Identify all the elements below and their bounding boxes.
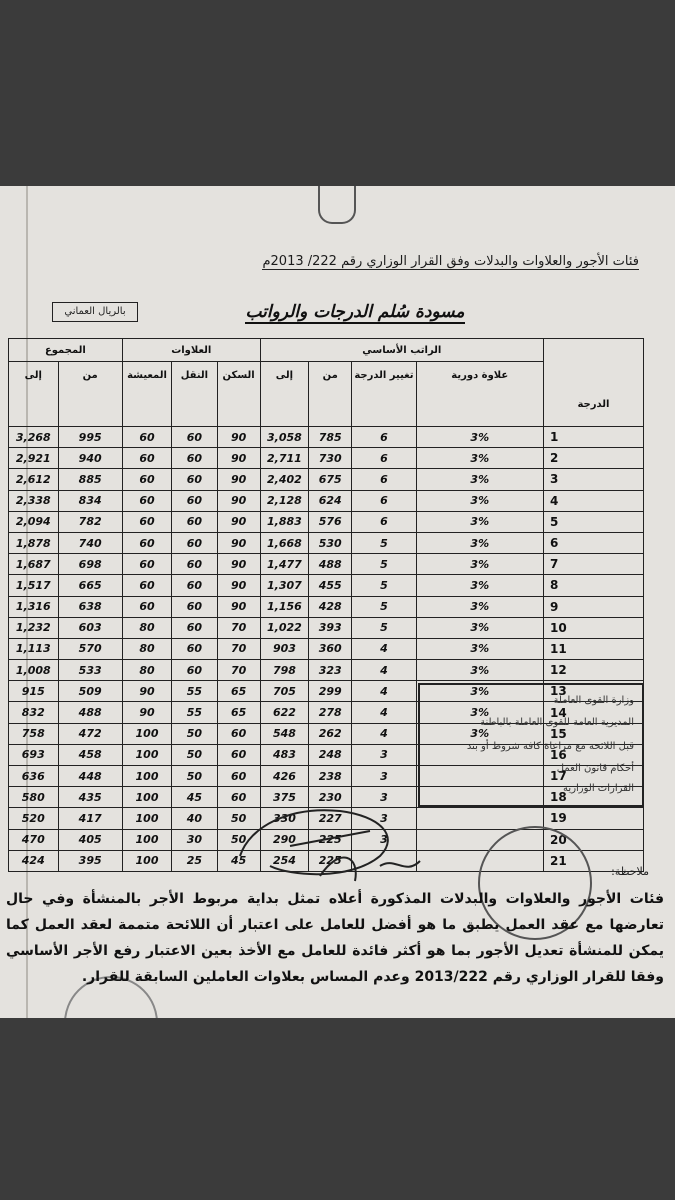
document-sheet	[0, 186, 675, 1018]
cell-to: 622	[260, 702, 308, 723]
cell-to: 1,307	[260, 575, 308, 596]
cell-grade: 19	[543, 808, 643, 829]
cell-from: 428	[309, 596, 352, 617]
cell-transport: 50	[172, 744, 217, 765]
cell-living: 100	[122, 744, 171, 765]
cell-from: 393	[309, 617, 352, 638]
cell-housing: 45	[217, 850, 260, 871]
cell-from: 675	[309, 469, 352, 490]
stamp-line: قبل اللائحة مع مراعاة كافة شروط أو بند	[466, 741, 634, 752]
cell-tfrom: 509	[58, 681, 122, 702]
cell-living: 80	[122, 660, 171, 681]
cell-grade: 11	[543, 638, 643, 659]
cell-tto: 1,232	[9, 617, 59, 638]
cell-change: 6	[352, 448, 416, 469]
cell-change: 4	[352, 702, 416, 723]
cell-to: 483	[260, 744, 308, 765]
cell-transport: 55	[172, 681, 217, 702]
cell-to: 705	[260, 681, 308, 702]
cell-from: 238	[309, 766, 352, 787]
table-row	[9, 469, 644, 490]
cell-living: 60	[122, 511, 171, 532]
cell-change: 6	[352, 490, 416, 511]
cell-grade: 5	[543, 511, 643, 532]
cell-housing: 90	[217, 532, 260, 553]
cell-living: 60	[122, 448, 171, 469]
cell-change: 3	[352, 744, 416, 765]
cell-tfrom: 448	[58, 766, 122, 787]
cell-from: 455	[309, 575, 352, 596]
cell-housing: 90	[217, 554, 260, 575]
cell-inc: 3%	[416, 490, 543, 511]
cell-grade: 20	[543, 829, 643, 850]
cell-from: 278	[309, 702, 352, 723]
cell-inc: 3%	[416, 702, 543, 723]
cell-transport: 60	[172, 596, 217, 617]
cell-living: 100	[122, 723, 171, 744]
cell-transport: 60	[172, 469, 217, 490]
cell-living: 60	[122, 490, 171, 511]
cell-housing: 60	[217, 766, 260, 787]
cell-transport: 55	[172, 702, 217, 723]
cell-tto: 758	[9, 723, 59, 744]
cell-change: 3	[352, 766, 416, 787]
header-grade-change: تغيير الدرجة	[352, 362, 416, 427]
cell-tfrom: 603	[58, 617, 122, 638]
cell-to: 2,128	[260, 490, 308, 511]
top-background	[0, 0, 675, 186]
stamp-line: وزارة القوى العاملة	[553, 695, 634, 706]
cell-from: 785	[309, 427, 352, 448]
official-stamp	[418, 683, 644, 807]
header-basic-from: من	[309, 362, 352, 427]
cell-tfrom: 940	[58, 448, 122, 469]
cell-tfrom: 417	[58, 808, 122, 829]
cell-grade: 14	[543, 702, 643, 723]
cell-grade: 15	[543, 723, 643, 744]
cell-from: 230	[309, 787, 352, 808]
cell-tto: 2,612	[9, 469, 59, 490]
cell-transport: 60	[172, 448, 217, 469]
cell-inc: 3%	[416, 532, 543, 553]
cell-tfrom: 435	[58, 787, 122, 808]
header-transport: النقل	[172, 362, 217, 427]
header-basic-to: إلى	[260, 362, 308, 427]
cell-change: 4	[352, 660, 416, 681]
cell-from: 225	[309, 829, 352, 850]
table-row	[9, 554, 644, 575]
cell-transport: 60	[172, 427, 217, 448]
cell-tto: 2,921	[9, 448, 59, 469]
cell-tfrom: 533	[58, 660, 122, 681]
cell-housing: 90	[217, 511, 260, 532]
cell-housing: 60	[217, 787, 260, 808]
notes-paragraph: فئات الأجور والعلاوات والبدلات المذكورة أعلاه تمثل بداية مربوط الأجر بالمنشأة وفي حال تعارضها مع عقد العمل يطبق ما هو أفضل للعامل على اعتبار أن اللائحة متممة لعقد العمل كما يمكن للمنشأة تعديل الأجور بما هو أكثر فائدة للعامل مع الأخذ بعين الاعتبار رفع الأجر الأساسي وفقا للقرار الوزاري رقم 2013/222 وعدم المساس بعلاوات العاملين السابقة للقرار.	[6, 891, 664, 985]
notes-label: ملاحظة:	[611, 865, 649, 878]
cell-tfrom: 570	[58, 638, 122, 659]
cell-transport: 40	[172, 808, 217, 829]
cell-tfrom: 638	[58, 596, 122, 617]
cell-tfrom: 782	[58, 511, 122, 532]
cell-housing: 60	[217, 723, 260, 744]
cell-inc: 3%	[416, 575, 543, 596]
header-housing: السكن	[217, 362, 260, 427]
cell-to: 798	[260, 660, 308, 681]
cell-tto: 1,878	[9, 532, 59, 553]
cell-to: 1,156	[260, 596, 308, 617]
cell-from: 262	[309, 723, 352, 744]
cell-transport: 50	[172, 723, 217, 744]
cell-tto: 636	[9, 766, 59, 787]
cell-housing: 70	[217, 617, 260, 638]
cell-grade: 6	[543, 532, 643, 553]
cell-change: 5	[352, 554, 416, 575]
cell-living: 80	[122, 638, 171, 659]
cell-from: 624	[309, 490, 352, 511]
cell-transport: 60	[172, 638, 217, 659]
cell-tfrom: 885	[58, 469, 122, 490]
cell-from: 299	[309, 681, 352, 702]
cell-to: 3,058	[260, 427, 308, 448]
header-grade: الدرجة	[543, 339, 643, 427]
header-periodic-increment: علاوة دورية	[416, 362, 543, 427]
table-row	[9, 427, 644, 448]
cell-to: 290	[260, 829, 308, 850]
cell-to: 375	[260, 787, 308, 808]
cell-to: 548	[260, 723, 308, 744]
cell-housing: 65	[217, 702, 260, 723]
cell-grade: 17	[543, 766, 643, 787]
header-living: المعيشة	[122, 362, 171, 427]
cell-from: 323	[309, 660, 352, 681]
cell-tto: 470	[9, 829, 59, 850]
cell-grade: 13	[543, 681, 643, 702]
cell-grade: 4	[543, 490, 643, 511]
cell-to: 903	[260, 638, 308, 659]
cell-inc: 3%	[416, 511, 543, 532]
cell-housing: 90	[217, 469, 260, 490]
cell-inc: 3%	[416, 469, 543, 490]
cell-tfrom: 834	[58, 490, 122, 511]
cell-tto: 832	[9, 702, 59, 723]
cell-tfrom: 995	[58, 427, 122, 448]
cell-transport: 30	[172, 829, 217, 850]
cell-housing: 60	[217, 744, 260, 765]
cell-to: 254	[260, 850, 308, 871]
cell-housing: 90	[217, 490, 260, 511]
cell-transport: 60	[172, 660, 217, 681]
cell-to: 1,883	[260, 511, 308, 532]
cell-change: 4	[352, 723, 416, 744]
cell-change: 3	[352, 808, 416, 829]
cell-tto: 915	[9, 681, 59, 702]
cell-inc: 3%	[416, 638, 543, 659]
cell-living: 90	[122, 681, 171, 702]
cell-living: 100	[122, 829, 171, 850]
cell-from: 225	[309, 850, 352, 871]
cell-to: 1,668	[260, 532, 308, 553]
cell-inc: 3%	[416, 681, 543, 702]
cell-change: 3	[352, 829, 416, 850]
cell-living: 60	[122, 596, 171, 617]
cell-housing: 70	[217, 660, 260, 681]
cell-tto: 2,338	[9, 490, 59, 511]
header-total: المجموع	[9, 339, 123, 362]
cell-tto: 3,268	[9, 427, 59, 448]
cell-grade: 2	[543, 448, 643, 469]
cell-housing: 90	[217, 427, 260, 448]
table-row	[9, 617, 644, 638]
cell-living: 100	[122, 808, 171, 829]
cell-change: 3	[352, 787, 416, 808]
cell-living: 100	[122, 787, 171, 808]
cell-tfrom: 665	[58, 575, 122, 596]
table-row	[9, 532, 644, 553]
cell-living: 60	[122, 427, 171, 448]
cell-living: 100	[122, 850, 171, 871]
cell-living: 80	[122, 617, 171, 638]
header-title: فئات الأجور والعلاوات والبدلات وفق القرار الوزاري رقم 222/ 2013م	[262, 254, 639, 269]
cell-inc: 3%	[416, 660, 543, 681]
cell-grade: 1	[543, 427, 643, 448]
cell-to: 2,402	[260, 469, 308, 490]
cell-tto: 693	[9, 744, 59, 765]
cell-housing: 70	[217, 638, 260, 659]
cell-grade: 9	[543, 596, 643, 617]
cell-grade: 8	[543, 575, 643, 596]
cell-housing: 65	[217, 681, 260, 702]
cell-tto: 580	[9, 787, 59, 808]
cell-housing: 50	[217, 829, 260, 850]
header-basic-salary: الراتب الأساسي	[260, 339, 543, 362]
table-row	[9, 490, 644, 511]
cell-inc: 3%	[416, 554, 543, 575]
cell-tto: 1,517	[9, 575, 59, 596]
cell-tto: 520	[9, 808, 59, 829]
cell-tto: 1,316	[9, 596, 59, 617]
cell-to: 2,711	[260, 448, 308, 469]
cell-living: 90	[122, 702, 171, 723]
cell-grade: 21	[543, 850, 643, 871]
cell-transport: 60	[172, 617, 217, 638]
cell-from: 227	[309, 808, 352, 829]
table-row	[9, 596, 644, 617]
cell-tfrom: 395	[58, 850, 122, 871]
cell-to: 426	[260, 766, 308, 787]
cell-tfrom: 458	[58, 744, 122, 765]
cell-tfrom: 740	[58, 532, 122, 553]
cell-grade: 10	[543, 617, 643, 638]
cell-living: 100	[122, 766, 171, 787]
emblem-icon	[318, 186, 356, 224]
sheet-title: مسودة سُلم الدرجات والرواتب	[245, 302, 465, 322]
table-row	[9, 511, 644, 532]
cell-grade: 7	[543, 554, 643, 575]
cell-grade: 18	[543, 787, 643, 808]
cell-to: 330	[260, 808, 308, 829]
cell-transport: 60	[172, 511, 217, 532]
cell-tfrom: 488	[58, 702, 122, 723]
cell-tto: 2,094	[9, 511, 59, 532]
cell-inc: 3%	[416, 723, 543, 744]
cell-from: 576	[309, 511, 352, 532]
cell-from: 730	[309, 448, 352, 469]
cell-living: 60	[122, 554, 171, 575]
cell-housing: 90	[217, 596, 260, 617]
cell-grade: 12	[543, 660, 643, 681]
cell-from: 530	[309, 532, 352, 553]
cell-tto: 1,687	[9, 554, 59, 575]
cell-transport: 25	[172, 850, 217, 871]
currency-note: بالريال العماني	[52, 302, 138, 322]
cell-transport: 50	[172, 766, 217, 787]
header-allowances: العلاوات	[122, 339, 260, 362]
cell-grade: 16	[543, 744, 643, 765]
cell-change: 6	[352, 511, 416, 532]
cell-tto: 1,113	[9, 638, 59, 659]
cell-grade: 3	[543, 469, 643, 490]
cell-housing: 50	[217, 808, 260, 829]
cell-change: 6	[352, 427, 416, 448]
cell-living: 60	[122, 469, 171, 490]
cell-living: 60	[122, 575, 171, 596]
cell-change: 5	[352, 575, 416, 596]
cell-from: 248	[309, 744, 352, 765]
cell-inc: 3%	[416, 448, 543, 469]
cell-housing: 90	[217, 575, 260, 596]
cell-living: 60	[122, 532, 171, 553]
cell-tfrom: 405	[58, 829, 122, 850]
signature-icon	[230, 786, 430, 896]
cell-inc: 3%	[416, 617, 543, 638]
header-total-to: إلى	[9, 362, 59, 427]
cell-change: 5	[352, 596, 416, 617]
cell-tfrom: 698	[58, 554, 122, 575]
cell-inc: 3%	[416, 596, 543, 617]
cell-housing: 90	[217, 448, 260, 469]
cell-tto: 1,008	[9, 660, 59, 681]
stamp-line: أحكام قانون العمل	[556, 763, 634, 774]
cell-transport: 60	[172, 554, 217, 575]
header-total-from: من	[58, 362, 122, 427]
cell-transport: 60	[172, 490, 217, 511]
cell-transport: 45	[172, 787, 217, 808]
stamp-line: القرارات الوزارية	[563, 783, 634, 794]
cell-transport: 60	[172, 575, 217, 596]
cell-tto: 424	[9, 850, 59, 871]
cell-change: 4	[352, 638, 416, 659]
cell-to: 1,022	[260, 617, 308, 638]
cell-change: 6	[352, 469, 416, 490]
cell-transport: 60	[172, 532, 217, 553]
table-row	[9, 575, 644, 596]
stamp-line: المديرية العامة للقوى العاملة بالباطنة	[480, 717, 634, 728]
cell-tfrom: 472	[58, 723, 122, 744]
cell-change: 4	[352, 681, 416, 702]
cell-inc: 3%	[416, 427, 543, 448]
table-row	[9, 660, 644, 681]
cell-change: 5	[352, 532, 416, 553]
table-row	[9, 448, 644, 469]
cell-to: 1,477	[260, 554, 308, 575]
cell-from: 488	[309, 554, 352, 575]
cell-change: 5	[352, 617, 416, 638]
bottom-background	[0, 1018, 675, 1200]
cell-from: 360	[309, 638, 352, 659]
table-row	[9, 638, 644, 659]
